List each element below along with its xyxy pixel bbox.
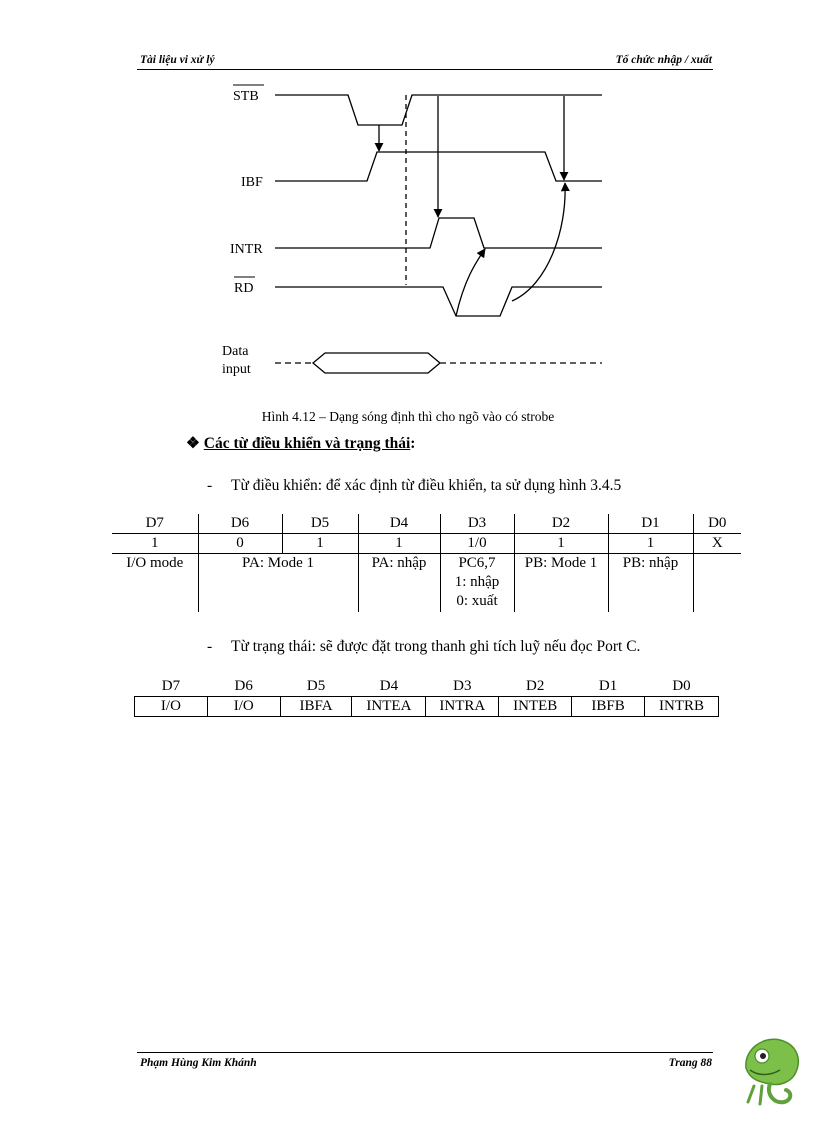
status-value-d2: INTEB xyxy=(499,697,572,717)
section-title: Các từ điều khiển và trạng thái xyxy=(203,435,411,452)
ctrl-value-d2: 1 xyxy=(514,534,608,554)
ctrl-value-d0: X xyxy=(693,534,741,554)
status-header-d0: D0 xyxy=(672,678,691,694)
control-word-table xyxy=(112,514,741,612)
header-right: Tổ chức nhập / xuất xyxy=(615,54,712,66)
ctrl-header-d4: D4 xyxy=(358,514,440,534)
status-header-d7: D7 xyxy=(161,678,181,694)
ctrl-desc-d7: I/O mode xyxy=(126,555,184,571)
footer-page-number: Trang 88 xyxy=(668,1057,712,1069)
status-word-table xyxy=(134,677,719,717)
status-value-d4: INTEA xyxy=(352,697,426,717)
ctrl-value-d6: 0 xyxy=(198,534,282,554)
timing-diagram xyxy=(0,75,816,395)
diamond-bullet-icon: ❖ xyxy=(186,435,200,452)
status-header-d3: D3 xyxy=(453,678,472,694)
rd-waveform xyxy=(275,287,602,316)
status-header-d5: D5 xyxy=(306,678,326,694)
status-value-d5: IBFA xyxy=(280,697,352,717)
status-header-d4: D4 xyxy=(379,678,399,694)
control-word-paragraph xyxy=(207,477,621,495)
ctrl-desc-d3-line2: 1: nhập xyxy=(454,574,500,590)
ctrl-desc-d2: PB: Mode 1 xyxy=(514,554,608,613)
ctrl-desc-d1: PB: nhập xyxy=(608,554,693,613)
ctrl-value-d7: 1 xyxy=(112,534,198,554)
section-heading xyxy=(186,434,415,453)
label-stb: STB xyxy=(233,89,259,104)
label-rd: RD xyxy=(234,281,254,296)
arrow-rd-to-intr xyxy=(456,249,485,316)
ctrl-value-d4: 1 xyxy=(358,534,440,554)
status-value-d0: INTRB xyxy=(645,697,719,717)
label-intr: INTR xyxy=(230,242,263,257)
ctrl-header-d1: D1 xyxy=(608,514,693,534)
ctrl-value-d1: 1 xyxy=(608,534,693,554)
ctrl-header-d3: D3 xyxy=(440,514,514,534)
footer-divider xyxy=(137,1052,713,1053)
section-colon: : xyxy=(410,435,416,452)
ctrl-header-d2: D2 xyxy=(514,514,608,534)
ctrl-header-d0: D0 xyxy=(693,514,741,534)
data-input-valid xyxy=(313,353,440,373)
chameleon-logo-icon xyxy=(736,1028,812,1112)
footer-author: Phạm Hùng Kim Khánh xyxy=(140,1057,257,1069)
status-value-d3: INTRA xyxy=(426,697,499,717)
ctrl-value-d3: 1/0 xyxy=(440,534,514,554)
status-header-d6: D6 xyxy=(234,678,253,694)
ctrl-header-d5: D5 xyxy=(282,514,358,534)
status-word-paragraph xyxy=(207,638,640,656)
figure-caption: Hình 4.12 – Dạng sóng định thì cho ngõ vào có strobe xyxy=(261,409,555,424)
dash-bullet: - xyxy=(207,477,213,494)
arrow-rd-to-ibf xyxy=(512,183,565,301)
status-value-d1: IBFB xyxy=(572,697,645,717)
control-word-text: Từ điều khiển: để xác định từ điều khiển, ta sử dụng hình 3.4.5 xyxy=(231,477,622,494)
ctrl-value-d5: 1 xyxy=(282,534,358,554)
status-word-text: Từ trạng thái: sẽ được đặt trong thanh ghi tích luỹ nếu đọc Port C. xyxy=(231,638,641,655)
label-input: input xyxy=(222,362,251,377)
ctrl-desc-d3 xyxy=(440,554,514,613)
ctrl-desc-d3-line3: 0: xuất xyxy=(456,593,498,609)
ctrl-desc-d3-line1: PC6,7 xyxy=(458,555,496,571)
ctrl-desc-d6-d5: PA: Mode 1 xyxy=(198,554,358,613)
status-value-d7: I/O xyxy=(135,697,208,717)
ctrl-header-d7: D7 xyxy=(145,515,164,531)
dash-bullet: - xyxy=(207,638,213,655)
ctrl-header-d6: D6 xyxy=(198,514,282,534)
intr-waveform xyxy=(275,218,602,248)
status-header-d1: D1 xyxy=(598,678,618,694)
ctrl-desc-d0 xyxy=(693,554,741,613)
header-left: Tài liệu vi xử lý xyxy=(140,54,215,66)
ctrl-desc-d4: PA: nhập xyxy=(358,554,440,613)
label-ibf: IBF xyxy=(241,175,263,190)
status-header-d2: D2 xyxy=(526,678,545,694)
header-divider xyxy=(137,69,713,70)
label-data: Data xyxy=(222,344,249,359)
status-value-d6: I/O xyxy=(207,697,280,717)
